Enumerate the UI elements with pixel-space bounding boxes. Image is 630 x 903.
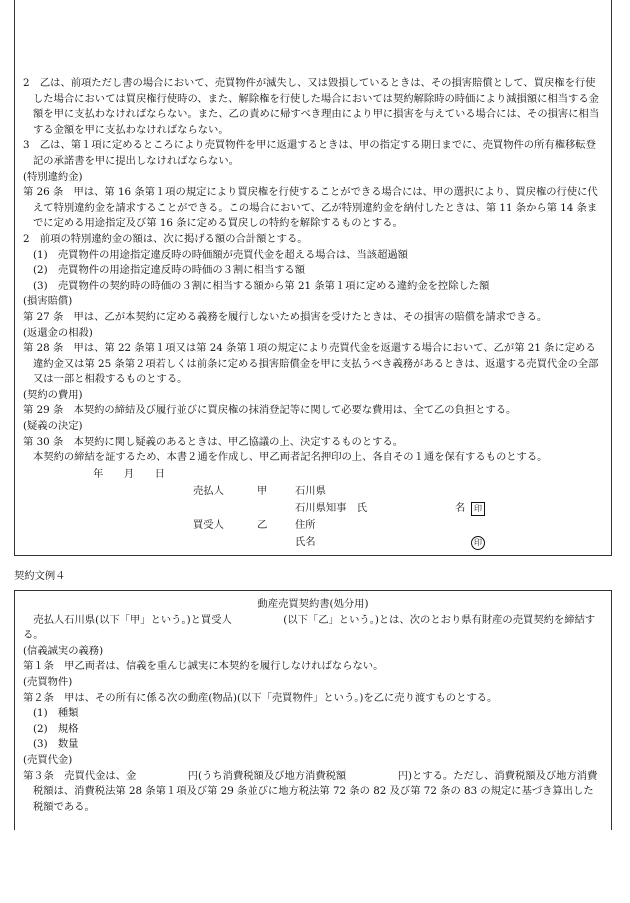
example-label: 契約文例４	[14, 570, 66, 582]
clause-paragraph: (1) 種類	[33, 707, 79, 720]
buyer-seal: 印	[471, 536, 485, 550]
buyer-address: 住所	[295, 518, 316, 531]
clause-paragraph: 第１条 甲乙両者は、信義を重んじ誠実に本契約を履行しなければならない。	[23, 660, 384, 673]
buyer-label: 買受人	[193, 518, 224, 531]
clause-paragraph: (信義誠実の義務)	[23, 644, 104, 657]
clause-paragraph: (損害賠償)	[23, 295, 73, 308]
clause-paragraph: (3) 数量	[33, 738, 79, 751]
contract-clauses	[23, 613, 603, 816]
clause-paragraph: (特別違約金)	[23, 170, 83, 183]
seller-name-label: 名	[455, 501, 466, 514]
seller-seal: 印	[471, 502, 485, 516]
signature-block	[23, 467, 603, 547]
seller-line2: 石川県知事 氏	[295, 501, 368, 514]
contract-example-box	[14, 590, 612, 830]
clause-paragraph: 第 27 条 甲は、乙が本契約に定める義務を履行しないため損害を受けたときは、その損害の賠償を請求できる。	[23, 310, 548, 323]
clause-paragraph: (売買物件)	[23, 675, 73, 688]
clause-paragraph: (2) 規格	[33, 722, 79, 735]
clause-paragraph: 第 29 条 本契約の締結及び履行並びに買戻権の抹消登記等に関して必要な費用は、全て乙の負担とする。	[23, 404, 517, 417]
clause-paragraph: 第 26 条 甲は、第 16 条第１項の規定により買戻権を行使することができる場合には、甲の選択により、買戻権の行使に代えて特別違約金を請求することができる。この場合において、乙が特別違約金を納付したときは、第 11 条から第 14 条までに定める用途指定及び第 16 条に定める買戻しの特約を解除するものとする。	[23, 186, 598, 230]
seller-party: 甲	[257, 484, 268, 497]
clause-paragraph: 第２条 甲は、その所有に係る次の動産(物品)(以下「売買物件」という。)を乙に売り渡すものとする。	[23, 691, 498, 704]
clause-paragraph: 2 前項の特別違約金の額は、次に掲げる額の合計額とする。	[23, 232, 308, 245]
date-line: 年 月 日	[93, 467, 166, 480]
contract-clauses	[23, 76, 603, 466]
clause-paragraph: (2) 売買物件の用途指定違反時の時価の３割に相当する額	[33, 264, 306, 277]
clause-paragraph: 第 30 条 本契約に関し疑義のあるときは、甲乙協議の上、決定するものとする。	[23, 435, 404, 448]
clause-paragraph: 第 28 条 甲は、第 22 条第１項又は第 24 条第１項の規定により売買代金を返還する場合において、乙が第 21 条に定める違約金又は第 25 条第２項若しくは前条に定める損害賠償金を甲に支払うべき義務があるときは、返還する売買代金の全部又は一部と相殺するものとする。	[23, 342, 599, 386]
clause-paragraph: 第３条 売買代金は、金 円(うち消費税額及び地方消費税額 円)とする。ただし、消費税額及び地方消費税額は、消費税法第 28 条第１項及び第 29 条並びに地方税法第 72 条の 82 及び第 72 条の 83 の規定に基づき算出した税額である。	[23, 769, 598, 813]
clause-paragraph: (売買代金)	[23, 753, 73, 766]
clause-paragraph: (3) 売買物件の契約時の時価の３割に相当する額から第 21 条第１項に定める違約金を控除した額	[33, 279, 490, 292]
clause-paragraph: (疑義の決定)	[23, 420, 83, 433]
clause-paragraph: (返還金の相殺)	[23, 326, 93, 339]
buyer-name: 氏名	[295, 535, 316, 548]
clause-paragraph: 3 乙は、第１項に定めるところにより売買物件を甲に返還するときは、甲の指定する期日までに、売買物件の所有権移転登記の承諾書を甲に提出しなければならない。	[23, 139, 596, 167]
clause-paragraph: (契約の費用)	[23, 388, 83, 401]
clause-paragraph: 売払人石川県(以下「甲」という。)と買受人 (以下「乙」という。)とは、次のとおり県有財産の売買契約を締結する。	[23, 613, 596, 642]
clause-paragraph: 本契約の締結を証するため、本書２通を作成し、甲乙両者記名押印の上、各自その１通を保有するものとする。	[33, 451, 548, 464]
seller-label: 売払人	[193, 484, 224, 497]
clause-paragraph: 2 乙は、前項ただし書の場合において、売買物件が滅失し、又は毀損しているときは、その損害賠償として、買戻権を行使した場合においては買戻権行使時の、また、解除権を行使した場合においては契約解除時の時価により減損額に相当する金額を甲に支払わなければならない。また、乙の責めに帰すべき理由により甲に損害を与えている場合には、その損害に相当する金額を甲に支払わなければならない。	[23, 77, 600, 136]
seller-line1: 石川県	[295, 484, 326, 497]
buyer-party: 乙	[257, 518, 268, 531]
contract-continuation-box	[14, 0, 612, 556]
contract-title: 動産売買契約書(処分用)	[257, 598, 369, 610]
clause-paragraph: (1) 売買物件の用途指定違反時の時価額が売買代金を超える場合は、当該超過額	[33, 248, 408, 261]
